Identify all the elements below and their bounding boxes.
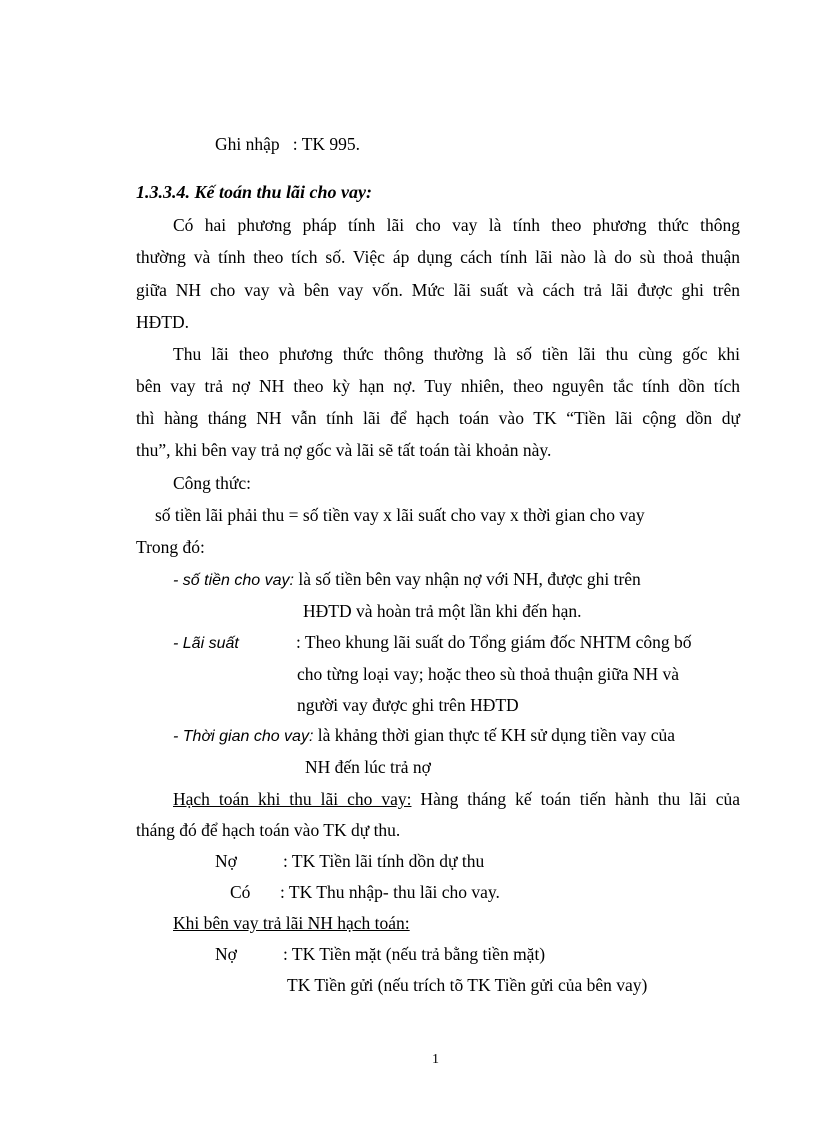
definition-rate-cont-1: cho từng loại vay; hoặc theo sù thoả thuận giữa NH và	[297, 664, 680, 684]
definition-amount-cont: HĐTD và hoàn trả một lần khi đến hạn.	[303, 601, 582, 621]
paragraph-1-line-4: HĐTD.	[136, 312, 189, 332]
paragraph-1-line-3: giữa NH cho vay và bên vay vốn. Mức lãi suất và cách trả lãi được ghi trên	[136, 280, 740, 300]
entry-no-2-cont: TK Tiền gửi (nếu trích tõ TK Tiền gửi của bên vay)	[287, 975, 648, 995]
entry-no-1-label: Nợ	[215, 851, 237, 871]
page-number: 1	[432, 1052, 439, 1067]
definition-rate-text: : Theo khung lãi suất do Tổng giám đốc NHTM công bố	[296, 632, 692, 652]
hach-toan-line	[173, 788, 740, 810]
paragraph-1-line-2: thường và tính theo tích số. Việc áp dụng cách tính lãi nào là do sù thoả thuận	[136, 247, 740, 267]
definition-rate-term: - Lãi suất	[173, 635, 239, 652]
definition-rate-cont-2: người vay được ghi trên HĐTD	[297, 695, 519, 715]
definition-time-term: - Thời gian cho vay:	[173, 728, 314, 745]
definition-time-text: là khảng thời gian thực tế KH sử dụng tiền vay của	[313, 725, 676, 745]
entry-no-2-label: Nợ	[215, 944, 237, 964]
definition-amount-term: - số tiền cho vay:	[173, 572, 294, 589]
paragraph-2-line-1: Thu lãi theo phương thức thông thường là số tiền lãi thu cùng gốc khi	[173, 344, 740, 364]
definition-amount-text: là số tiền bên vay nhận nợ với NH, được ghi trên	[293, 569, 641, 589]
entry-co-1-text: : TK Thu nhập- thu lãi cho vay.	[280, 882, 500, 902]
formula-line: số tiền lãi phải thu = số tiền vay x lãi suất cho vay x thời gian cho vay	[155, 505, 645, 525]
definition-time-cont: NH đến lúc trả nợ	[305, 757, 431, 777]
hach-toan-label: Hạch toán khi thu lãi cho vay:	[173, 789, 412, 809]
entry-co-1-label: Có	[230, 882, 251, 902]
hach-toan-text: Hàng tháng kế toán tiến hành thu lãi của	[411, 789, 740, 809]
paragraph-2-line-2: bên vay trả nợ NH theo kỳ hạn nợ. Tuy nhiên, theo nguyên tắc tính dồn tích	[136, 376, 740, 396]
ghi-nhap-line: Ghi nhập : TK 995.	[215, 134, 361, 154]
definition-rate-term-wrap	[173, 631, 239, 655]
hach-toan-cont: tháng đó để hạch toán vào TK dự thu.	[136, 820, 401, 840]
trong-do-label: Trong đó:	[136, 537, 205, 557]
entry-no-1-text: : TK Tiền lãi tính dồn dự thu	[283, 851, 485, 871]
paragraph-1-line-1: Có hai phương pháp tính lãi cho vay là tính theo phương thức thông	[173, 215, 740, 235]
definition-amount	[173, 568, 641, 592]
entry-no-2-text: : TK Tiền mặt (nếu trả bằng tiền mặt)	[283, 944, 546, 964]
definition-time	[173, 724, 675, 748]
khi-ben-vay-heading: Khi bên vay trả lãi NH hạch toán:	[173, 913, 410, 933]
section-heading: 1.3.3.4. Kế toán thu lãi cho vay:	[136, 182, 373, 202]
cong-thuc-label: Công thức:	[173, 473, 252, 493]
paragraph-2-line-4: thu”, khi bên vay trả nợ gốc và lãi sẽ tất toán tài khoản này.	[136, 440, 552, 460]
paragraph-2-line-3: thì hàng tháng NH vẫn tính lãi để hạch toán vào TK “Tiền lãi cộng dồn dự	[136, 408, 740, 428]
